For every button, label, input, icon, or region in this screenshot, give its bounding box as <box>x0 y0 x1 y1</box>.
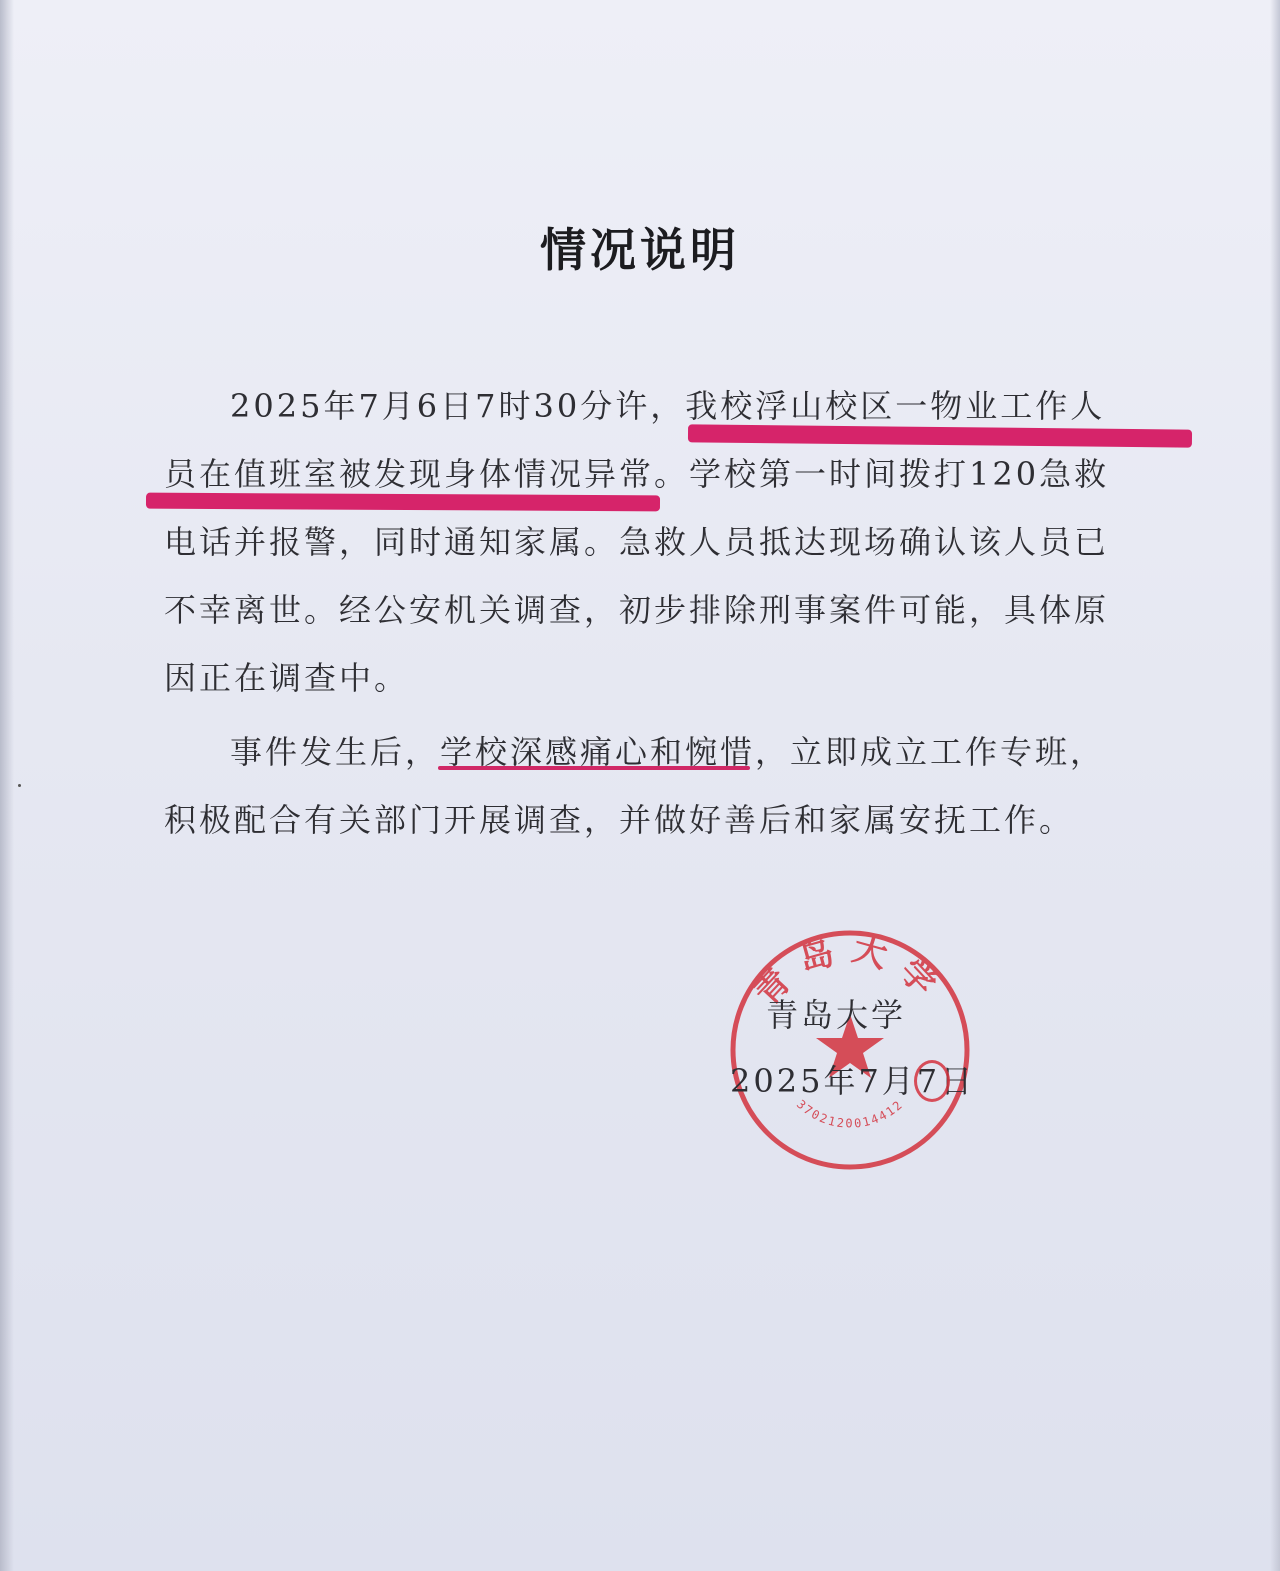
date-correction-circle <box>914 1060 950 1102</box>
seal-name-text: 青岛大学 <box>746 928 954 1014</box>
signature-organization: 青岛大学 <box>766 996 907 1034</box>
paragraph-2 <box>164 718 1124 854</box>
paper-speck <box>18 784 21 787</box>
paragraph-2-text: 事件发生后，学校深感痛心和惋惜，立即成立工作专班，积极配合有关部门开展调查，并做好善后和家属安抚工作。 <box>164 733 1106 839</box>
document-title: 情况说明 <box>540 223 740 277</box>
paragraph-1-text: 2025年7月6日7时30分许，我校浮山校区一物业工作人员在值班室被发现身体情况异常。学校第一时间拨打120急救电话并报警，同时通知家属。急救人员抵达现场确认该人员已不幸离世。经公安机关调查，初步排除刑事案件可能，具体原因正在调查中。 <box>164 387 1110 697</box>
official-seal <box>726 926 974 1174</box>
signature-date: 2025年7月7日 <box>730 1062 976 1100</box>
seal-code-text: 3702120014412 <box>793 1097 907 1131</box>
paragraph-1 <box>164 372 1124 712</box>
